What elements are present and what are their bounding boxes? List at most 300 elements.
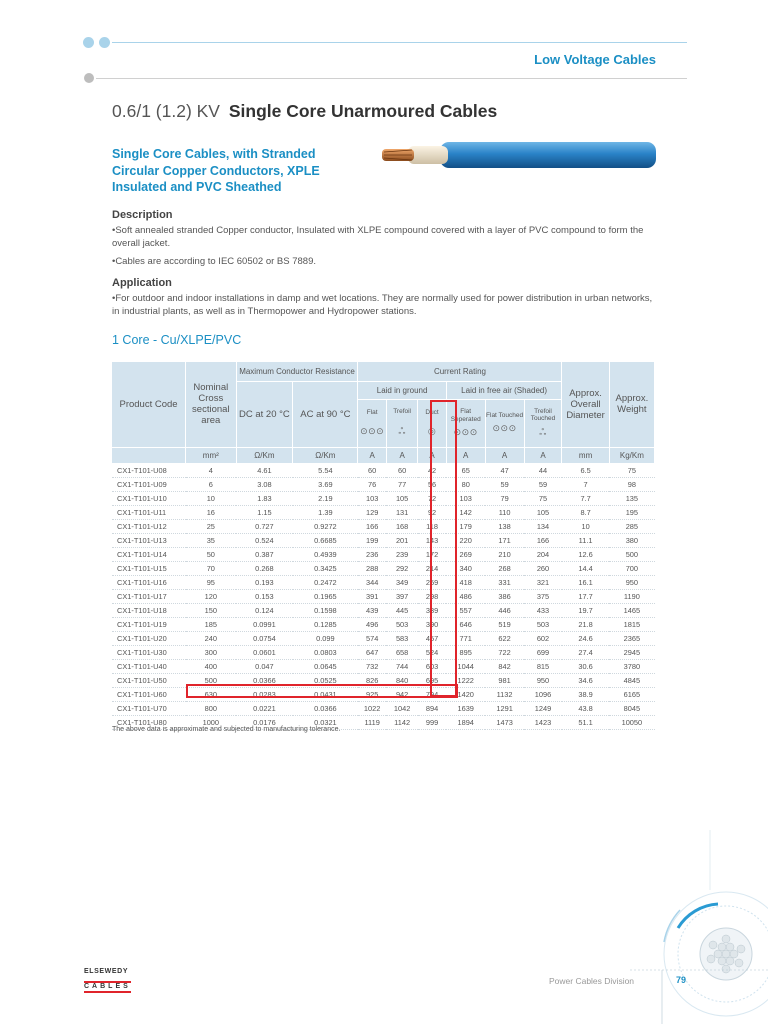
table-cell: 658	[386, 645, 418, 659]
table-cell: 30.6	[562, 659, 609, 673]
logo-line: ELSEWEDY	[84, 968, 129, 975]
table-cell: 288	[358, 561, 386, 575]
table-row	[112, 491, 655, 505]
table-cell: 24.6	[562, 631, 609, 645]
table-cell: 647	[358, 645, 386, 659]
product-code-cell: CX1-T101-U15	[112, 561, 186, 575]
product-code-cell: CX1-T101-U18	[112, 603, 186, 617]
col-max-resistance: Maximum Conductor Resistance	[236, 362, 358, 381]
cable-image	[378, 138, 658, 170]
table-cell: 166	[524, 533, 562, 547]
table-cell: 98	[609, 477, 654, 491]
table-cell: 0.0645	[293, 659, 358, 673]
table-row	[112, 463, 655, 477]
table-cell: 17.7	[562, 589, 609, 603]
table-cell: 503	[386, 617, 418, 631]
table-cell: 0.193	[236, 575, 293, 589]
table-cell: 269	[446, 547, 485, 561]
table-cell: 1894	[446, 715, 485, 729]
table-cell: 603	[418, 659, 446, 673]
table-cell: 344	[358, 575, 386, 589]
table-cell: 0.124	[236, 603, 293, 617]
table-cell: 43.8	[562, 701, 609, 715]
table-cell: 557	[446, 603, 485, 617]
table-cell: 138	[485, 519, 524, 533]
product-code-cell: CX1-T101-U14	[112, 547, 186, 561]
table-cell: 76	[358, 477, 386, 491]
subtitle-line: Single Core Cables, with Stranded	[112, 147, 316, 161]
table-cell: 298	[418, 589, 446, 603]
product-code-cell: CX1-T101-U13	[112, 533, 186, 547]
table-cell: 210	[485, 547, 524, 561]
product-code-cell: CX1-T101-U16	[112, 575, 186, 589]
table-cell: 0.9272	[293, 519, 358, 533]
col-ac: AC at 90 °C	[293, 381, 358, 447]
header-dot	[84, 73, 94, 83]
table-cell: 0.0176	[236, 715, 293, 729]
product-code-cell: CX1-T101-U19	[112, 617, 186, 631]
table-cell: 0.524	[236, 533, 293, 547]
table-cell: 220	[446, 533, 485, 547]
table-cell: 826	[358, 673, 386, 687]
table-cell: 1042	[386, 701, 418, 715]
table-cell: 35	[186, 533, 236, 547]
table-row	[112, 561, 655, 575]
table-cell: 500	[609, 547, 654, 561]
cable-name: Single Core Unarmoured Cables	[228, 101, 498, 121]
table-cell: 168	[386, 519, 418, 533]
table-cell: 0.0221	[236, 701, 293, 715]
trefoil-touched-icon: ஃ	[539, 426, 547, 437]
cable-spec-table	[112, 362, 655, 730]
table-cell: 390	[418, 617, 446, 631]
table-cell: 79	[485, 491, 524, 505]
table-cell: 1473	[485, 715, 524, 729]
table-cell: 1222	[446, 673, 485, 687]
table-cell: 386	[485, 589, 524, 603]
table-cell: 925	[358, 687, 386, 701]
flat-touched-icon: ⊙⊙⊙	[492, 423, 517, 434]
table-cell: 292	[386, 561, 418, 575]
table-cell: 583	[386, 631, 418, 645]
unit-blank	[112, 447, 186, 463]
table-cell: 0.0366	[293, 701, 358, 715]
col-laid-ground: Laid in ground	[358, 381, 446, 399]
table-row	[112, 687, 655, 701]
table-row	[112, 477, 655, 491]
product-code-cell: CX1-T101-U70	[112, 701, 186, 715]
page-title	[112, 101, 497, 122]
table-cell: 418	[446, 575, 485, 589]
product-code-cell: CX1-T101-U50	[112, 673, 186, 687]
table-cell: 4	[186, 463, 236, 477]
table-cell: 574	[358, 631, 386, 645]
table-cell: 0.0991	[236, 617, 293, 631]
table-cell: 397	[386, 589, 418, 603]
table-cell: 340	[446, 561, 485, 575]
table-cell: 11.1	[562, 533, 609, 547]
table-cell: 1.39	[293, 505, 358, 519]
table-cell: 6165	[609, 687, 654, 701]
table-cell: 771	[446, 631, 485, 645]
footer-division: Power Cables Division	[549, 976, 635, 986]
table-cell: 51.1	[562, 715, 609, 729]
table-cell: 524	[418, 645, 446, 659]
table-cell: 1119	[358, 715, 386, 729]
unit-cell: A	[485, 447, 524, 463]
table-cell: 0.3425	[293, 561, 358, 575]
col-flat-seperated	[446, 399, 485, 447]
table-cell: 25	[186, 519, 236, 533]
table-cell: 0.099	[293, 631, 358, 645]
col-duct	[418, 399, 446, 447]
section-title: Low Voltage Cables	[534, 52, 656, 67]
table-cell: 7.7	[562, 491, 609, 505]
col-weight: Approx. Weight	[609, 362, 654, 447]
table-cell: 800	[186, 701, 236, 715]
table-body	[112, 463, 655, 729]
table-row	[112, 505, 655, 519]
table-cell: 842	[485, 659, 524, 673]
table-cell: 4.61	[236, 463, 293, 477]
table-cell: 0.0283	[236, 687, 293, 701]
table-cell: 0.047	[236, 659, 293, 673]
table-cell: 10050	[609, 715, 654, 729]
table-cell: 1.83	[236, 491, 293, 505]
table-cell: 3780	[609, 659, 654, 673]
table-cell: 150	[186, 603, 236, 617]
table-cell: 433	[524, 603, 562, 617]
product-code-cell: CX1-T101-U12	[112, 519, 186, 533]
table-cell: 0.2472	[293, 575, 358, 589]
table-cell: 894	[418, 701, 446, 715]
table-cell: 1420	[446, 687, 485, 701]
cable-cross-section-graphic	[600, 830, 768, 1024]
table-cell: 1.15	[236, 505, 293, 519]
table-cell: 840	[386, 673, 418, 687]
table-cell: 72	[418, 491, 446, 505]
unit-cell: A	[358, 447, 386, 463]
header-dot	[99, 37, 110, 48]
table-cell: 602	[524, 631, 562, 645]
table-row	[112, 575, 655, 589]
table-cell: 56	[418, 477, 446, 491]
application-heading: Application	[112, 277, 172, 289]
col-laid-air: Laid in free air (Shaded)	[446, 381, 562, 399]
table-cell: 1000	[186, 715, 236, 729]
table-cell: 1132	[485, 687, 524, 701]
table-cell: 80	[446, 477, 485, 491]
table-cell: 2365	[609, 631, 654, 645]
table-cell: 59	[524, 477, 562, 491]
table-cell: 110	[485, 505, 524, 519]
table-cell: 268	[485, 561, 524, 575]
product-code-cell: CX1-T101-U60	[112, 687, 186, 701]
table-cell: 204	[524, 547, 562, 561]
table-cell: 195	[609, 505, 654, 519]
application-bullet: •For outdoor and indoor installations in damp and wet locations. They are normally used for power distribution in urban networks, in industrial plants, as well as in Thermopower and Hydropower stations.	[112, 293, 653, 317]
table-cell: 44	[524, 463, 562, 477]
table-cell: 3.08	[236, 477, 293, 491]
table-cell: 5.54	[293, 463, 358, 477]
table-cell: 0.0803	[293, 645, 358, 659]
table-cell: 794	[418, 687, 446, 701]
col-label: Trefoil	[393, 408, 412, 416]
table-cell: 2.19	[293, 491, 358, 505]
table-cell: 171	[485, 533, 524, 547]
table-cell: 21.8	[562, 617, 609, 631]
table-cell: 942	[386, 687, 418, 701]
col-product-code: Product Code	[112, 362, 186, 447]
description-bullet: •Cables are according to IEC 60502 or BS 7889.	[112, 256, 317, 267]
table-cell: 445	[386, 603, 418, 617]
table-cell: 500	[186, 673, 236, 687]
col-label: Duct	[425, 408, 439, 416]
table-cell: 77	[386, 477, 418, 491]
elsewedy-cables-logo	[84, 968, 140, 993]
product-code-cell: CX1-T101-U10	[112, 491, 186, 505]
unit-cell: A	[446, 447, 485, 463]
col-label: Flat	[366, 408, 378, 416]
table-cell: 349	[386, 575, 418, 589]
table-cell: 486	[446, 589, 485, 603]
table-cell: 27.4	[562, 645, 609, 659]
product-code-cell: CX1-T101-U08	[112, 463, 186, 477]
logo-line: CABLES	[84, 981, 131, 993]
col-label: Flat Seperated	[450, 408, 481, 423]
table-row	[112, 701, 655, 715]
table-cell: 135	[609, 491, 654, 505]
table-cell: 1423	[524, 715, 562, 729]
table-cell: 105	[386, 491, 418, 505]
description-heading: Description	[112, 209, 173, 221]
product-code-cell: CX1-T101-U40	[112, 659, 186, 673]
col-trefoil-touched	[524, 399, 562, 447]
table-row	[112, 631, 655, 645]
table-cell: 1044	[446, 659, 485, 673]
table-cell: 0.1965	[293, 589, 358, 603]
table-cell: 65	[446, 463, 485, 477]
table-cell: 646	[446, 617, 485, 631]
table-cell: 0.6685	[293, 533, 358, 547]
table-cell: 103	[358, 491, 386, 505]
table-cell: 185	[186, 617, 236, 631]
table-cell: 400	[186, 659, 236, 673]
product-code-cell: CX1-T101-U11	[112, 505, 186, 519]
subtitle-line: Insulated and PVC Sheathed	[112, 180, 282, 194]
table-cell: 0.727	[236, 519, 293, 533]
table-cell: 1190	[609, 589, 654, 603]
header-dot	[83, 37, 94, 48]
table-cell: 8045	[609, 701, 654, 715]
table-row	[112, 659, 655, 673]
table-title: 1 Core - Cu/XLPE/PVC	[112, 333, 242, 347]
table-cell: 744	[386, 659, 418, 673]
table-cell: 120	[186, 589, 236, 603]
table-cell: 339	[418, 603, 446, 617]
table-cell: 0.0431	[293, 687, 358, 701]
table-cell: 300	[186, 645, 236, 659]
flat-arrangement-icon: ⊙⊙⊙	[360, 426, 385, 437]
table-row	[112, 519, 655, 533]
table-cell: 0.387	[236, 547, 293, 561]
table-row	[112, 645, 655, 659]
table-cell: 118	[418, 519, 446, 533]
unit-cell: A	[386, 447, 418, 463]
unit-cell: Ω/Km	[293, 447, 358, 463]
unit-cell: mm	[562, 447, 609, 463]
cable-subtitle	[112, 146, 362, 196]
table-cell: 75	[524, 491, 562, 505]
table-cell: 695	[418, 673, 446, 687]
table-cell: 8.7	[562, 505, 609, 519]
table-cell: 4845	[609, 673, 654, 687]
table-cell: 70	[186, 561, 236, 575]
table-cell: 331	[485, 575, 524, 589]
unit-cell: A	[524, 447, 562, 463]
table-row	[112, 547, 655, 561]
table-cell: 1022	[358, 701, 386, 715]
table-cell: 1096	[524, 687, 562, 701]
header-rule	[112, 42, 687, 43]
table-cell: 50	[186, 547, 236, 561]
table-cell: 16.1	[562, 575, 609, 589]
col-flat-ground	[358, 399, 386, 447]
table-cell: 3.69	[293, 477, 358, 491]
table-cell: 19.7	[562, 603, 609, 617]
table-cell: 12.6	[562, 547, 609, 561]
table-cell: 0.0525	[293, 673, 358, 687]
table-cell: 950	[609, 575, 654, 589]
flat-separated-icon: ⊙⊙⊙	[453, 427, 478, 437]
col-diameter: Approx. Overall Diameter	[562, 362, 609, 447]
table-cell: 179	[446, 519, 485, 533]
table-cell: 236	[358, 547, 386, 561]
table-cell: 131	[386, 505, 418, 519]
table-cell: 38.9	[562, 687, 609, 701]
table-cell: 0.268	[236, 561, 293, 575]
table-cell: 95	[186, 575, 236, 589]
product-code-cell: CX1-T101-U20	[112, 631, 186, 645]
table-cell: 519	[485, 617, 524, 631]
table-cell: 92	[418, 505, 446, 519]
unit-cell: Kg/Km	[609, 447, 654, 463]
table-cell: 47	[485, 463, 524, 477]
table-cell: 143	[418, 533, 446, 547]
table-cell: 1291	[485, 701, 524, 715]
table-cell: 6.5	[562, 463, 609, 477]
table-cell: 166	[358, 519, 386, 533]
table-row	[112, 533, 655, 547]
unit-cell: Ω/Km	[236, 447, 293, 463]
table-cell: 2945	[609, 645, 654, 659]
unit-cell: A	[418, 447, 446, 463]
table-row	[112, 673, 655, 687]
table-cell: 1639	[446, 701, 485, 715]
table-cell: 34.6	[562, 673, 609, 687]
table-cell: 439	[358, 603, 386, 617]
table-cell: 1465	[609, 603, 654, 617]
table-cell: 240	[186, 631, 236, 645]
table-cell: 815	[524, 659, 562, 673]
table-cell: 722	[485, 645, 524, 659]
table-cell: 239	[386, 547, 418, 561]
table-cell: 0.0754	[236, 631, 293, 645]
table-cell: 981	[485, 673, 524, 687]
table-cell: 0.1285	[293, 617, 358, 631]
table-cell: 10	[186, 491, 236, 505]
trefoil-arrangement-icon: ஃ	[398, 425, 406, 436]
table-cell: 285	[609, 519, 654, 533]
unit-cell: mm²	[186, 447, 236, 463]
table-cell: 895	[446, 645, 485, 659]
duct-arrangement-icon: ◎	[427, 426, 437, 437]
table-cell: 103	[446, 491, 485, 505]
table-cell: 950	[524, 673, 562, 687]
table-cell: 0.153	[236, 589, 293, 603]
table-cell: 214	[418, 561, 446, 575]
table-cell: 7	[562, 477, 609, 491]
table-cell: 1142	[386, 715, 418, 729]
table-cell: 129	[358, 505, 386, 519]
col-nominal-area: Nominal Cross sectional area	[186, 362, 236, 447]
col-label: Flat Touched	[486, 411, 524, 419]
table-cell: 321	[524, 575, 562, 589]
description-bullet: •Soft annealed stranded Copper conductor, Insulated with XLPE compound covered with a layer of PVC compound to form the overall jacket.	[112, 225, 644, 249]
table-cell: 622	[485, 631, 524, 645]
header-rule	[96, 78, 687, 79]
product-code-cell: CX1-T101-U80	[112, 715, 186, 729]
table-cell: 6	[186, 477, 236, 491]
voltage-rating: 0.6/1 (1.2) KV	[112, 101, 220, 121]
table-cell: 630	[186, 687, 236, 701]
col-current-rating: Current Rating	[358, 362, 562, 381]
table-cell: 260	[524, 561, 562, 575]
table-cell: 0.0366	[236, 673, 293, 687]
table-cell: 732	[358, 659, 386, 673]
product-code-cell: CX1-T101-U09	[112, 477, 186, 491]
page-number: 79	[676, 975, 687, 985]
table-cell: 1815	[609, 617, 654, 631]
table-cell: 142	[446, 505, 485, 519]
product-code-cell: CX1-T101-U30	[112, 645, 186, 659]
table-cell: 10	[562, 519, 609, 533]
table-cell: 199	[358, 533, 386, 547]
col-dc: DC at 20 °C	[236, 381, 293, 447]
table-row	[112, 617, 655, 631]
col-label: Trefoil Touched	[530, 407, 556, 422]
table-cell: 59	[485, 477, 524, 491]
table-cell: 201	[386, 533, 418, 547]
table-cell: 496	[358, 617, 386, 631]
table-cell: 0.0601	[236, 645, 293, 659]
table-cell: 1249	[524, 701, 562, 715]
table-cell: 60	[358, 463, 386, 477]
table-row	[112, 589, 655, 603]
subtitle-line: Circular Copper Conductors, XPLE	[112, 163, 320, 178]
table-cell: 699	[524, 645, 562, 659]
table-cell: 259	[418, 575, 446, 589]
table-cell: 14.4	[562, 561, 609, 575]
table-cell: 75	[609, 463, 654, 477]
table-cell: 999	[418, 715, 446, 729]
table-row	[112, 603, 655, 617]
table-cell: 0.0321	[293, 715, 358, 729]
table-cell: 60	[386, 463, 418, 477]
table-cell: 105	[524, 505, 562, 519]
table-cell: 0.4939	[293, 547, 358, 561]
table-cell: 172	[418, 547, 446, 561]
